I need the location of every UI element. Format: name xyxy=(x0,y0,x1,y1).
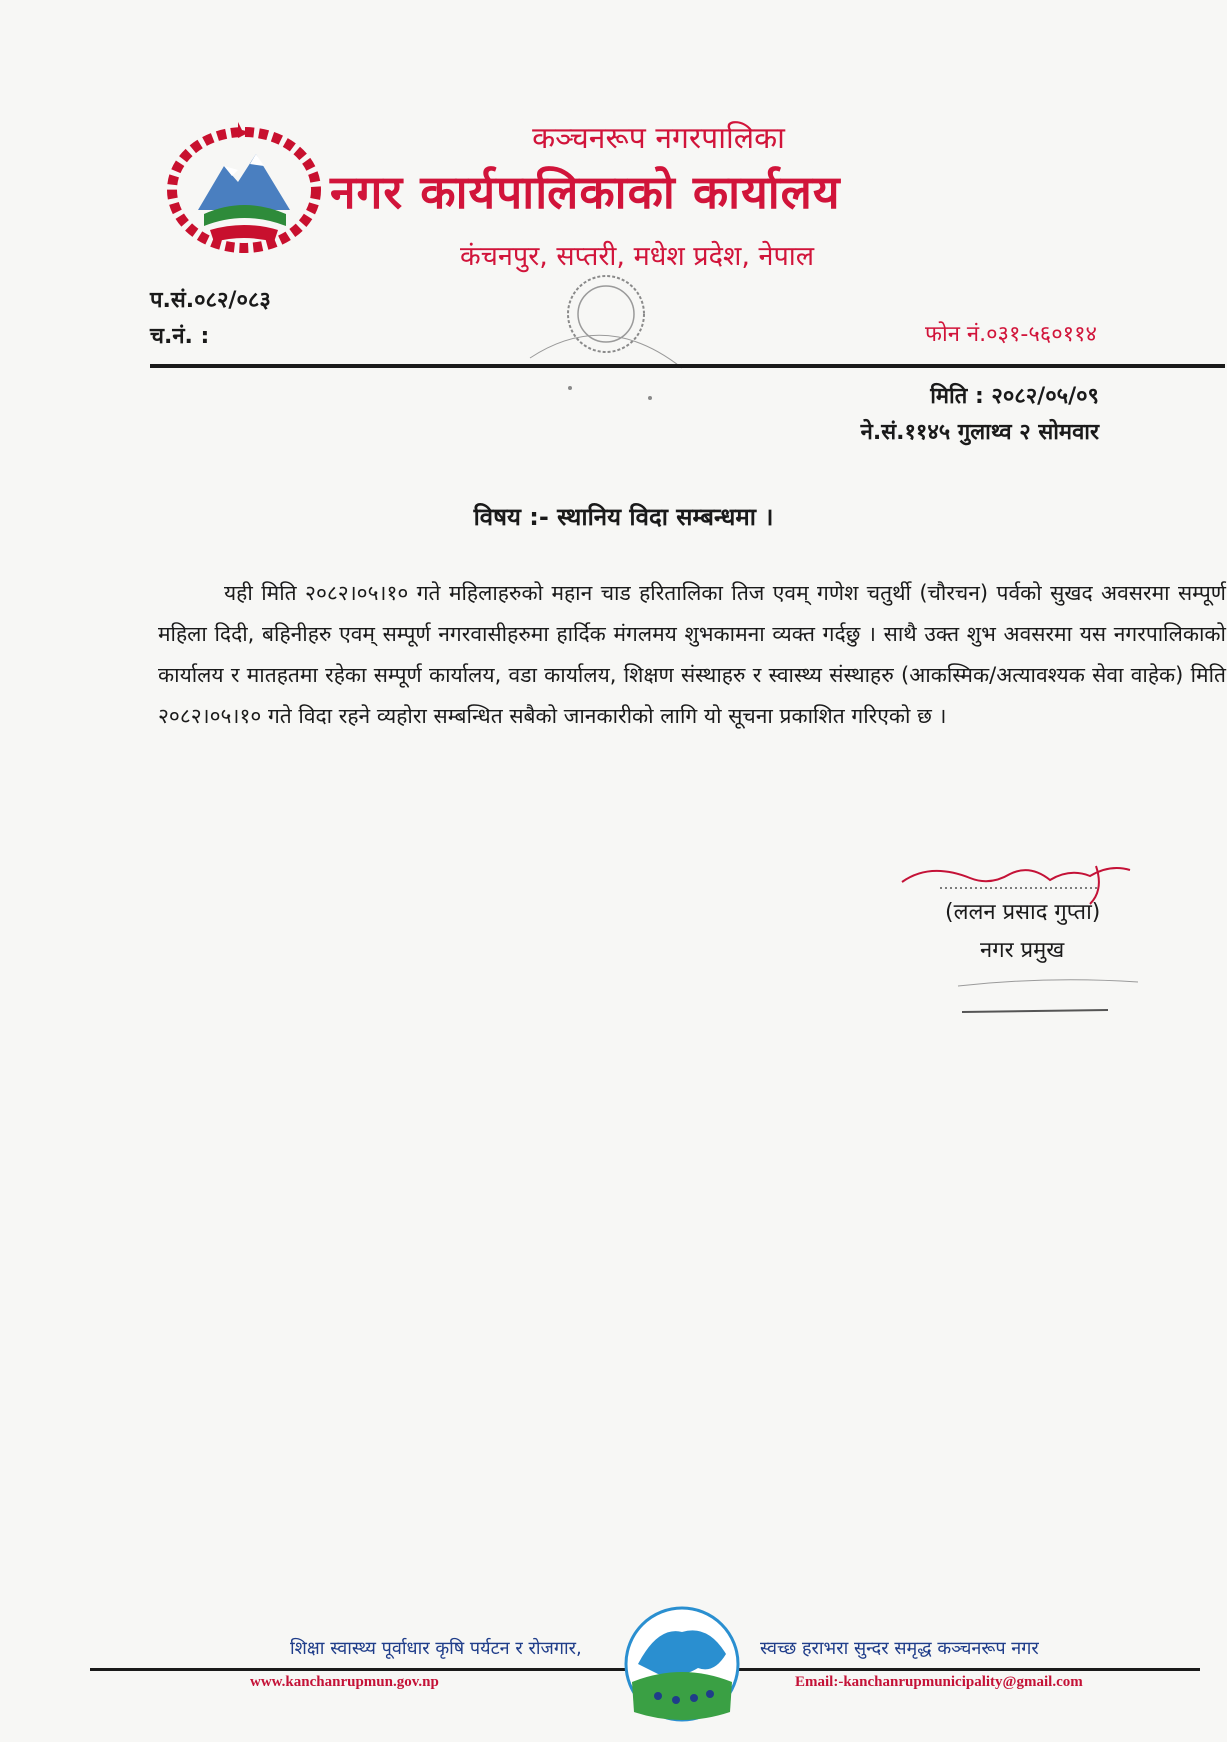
header-divider xyxy=(150,364,1225,368)
office-address: कंचनपुर, सप्तरी, मधेश प्रदेश, नेपाल xyxy=(460,241,815,272)
footer-slogan-right: स्वच्छ हराभरा सुन्दर समृद्ध कञ्चनरूप नगर xyxy=(760,1638,1039,1659)
municipality-name: कञ्चनरूप नगरपालिका xyxy=(532,121,785,156)
website-link[interactable]: www.kanchanrupmun.gov.np xyxy=(250,1674,439,1690)
letter-date: मिति : २०८२/०५/०९ xyxy=(930,384,1099,409)
signatory-title: नगर प्रमुख xyxy=(980,938,1065,963)
nepal-samvat-date: ने.सं.११४५ गुलाथ्व २ सोमवार xyxy=(860,420,1099,445)
dispatch-number: च.नं. : xyxy=(150,324,210,349)
email-address[interactable]: Email:-kanchanrupmunicipality@gmail.com xyxy=(795,1674,1083,1690)
globe-logo-icon xyxy=(618,1604,746,1736)
office-seal-stamp xyxy=(510,268,710,448)
footer-slogan-left: शिक्षा स्वास्थ्य पूर्वाधार कृषि पर्यटन र रोजगार, xyxy=(290,1638,582,1659)
letter-subject: विषय :- स्थानिय विदा सम्बन्धमा । xyxy=(473,503,774,531)
phone-number: फोन नं.०३१-५६०११४ xyxy=(925,322,1097,347)
reference-number: प.सं.०८२/०८३ xyxy=(150,288,271,313)
letter-body: यही मिति २०८२।०५।१० गते महिलाहरुको महान चाड हरितालिका तिज एवम् गणेश चतुर्थी (चौरचन) पर्वको सुखद अवसरमा सम्पूर्ण महिला दिदी, बहिनीहरु एवम् सम्पूर्ण नगरवासीहरुमा हार्दिक मंगलमय शुभकामना व्यक्त गर्दछु । साथै उक्त शुभ अवसरमा यस नगरपालिकाको कार्यालय र मातहतमा रहेका सम्पूर्ण कार्यालय, वडा कार्यालय, शिक्षण संस्थाहरु र स्वास्थ्य संस्थाहरु (आकस्मिक/अत्यावश्यक सेवा वाहेक) मिति २०८२।०५।१० गते विदा रहने व्यहोरा सम्बन्धित सबैको जानकारीको लागि यो सूचना प्रकाशित गरिएको छ । xyxy=(158,581,1226,728)
signatory-name: (ललन प्रसाद गुप्ता) xyxy=(945,900,1101,925)
office-title: नगर कार्यपालिकाको कार्यालय xyxy=(330,165,841,219)
signatory-name-stamp xyxy=(948,962,1148,1018)
